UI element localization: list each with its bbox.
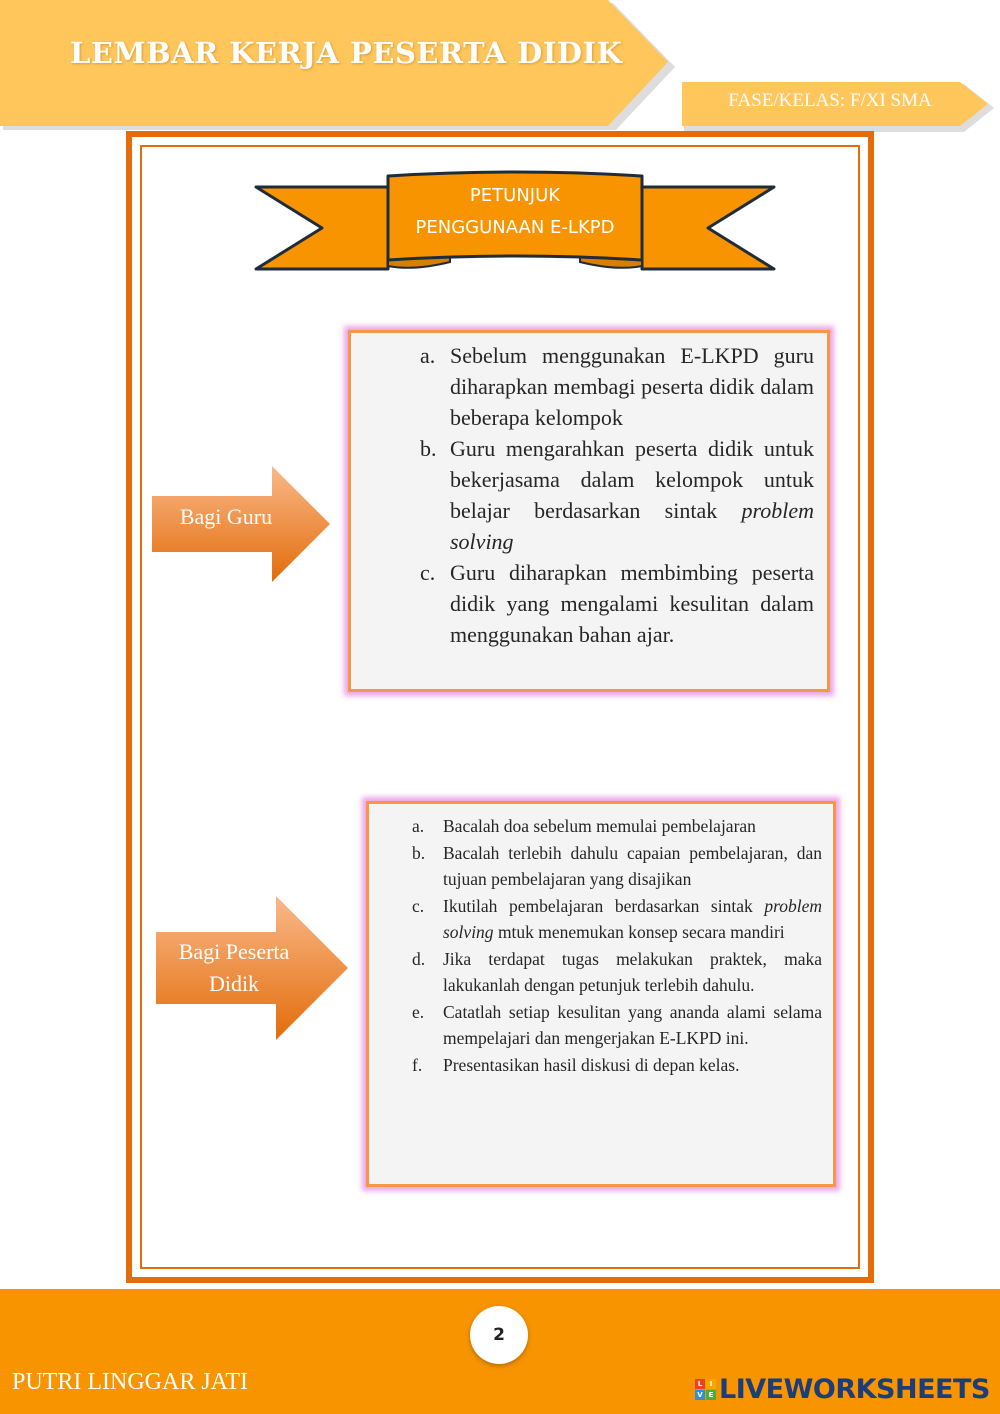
logo-letter: L [695, 1379, 705, 1389]
list-item [420, 340, 814, 433]
list-marker: a. [412, 816, 425, 836]
bagi-guru-label: Bagi Guru [179, 504, 273, 529]
guru-instructions-list [420, 340, 814, 650]
logo-letter: V [695, 1390, 705, 1400]
list-marker: d. [412, 948, 426, 969]
list-item-text-after: mtuk menemukan konsep secara mandiri [493, 922, 785, 942]
list-item-text: Sebelum menggunakan E-LKPD guru diharapkan membagi peserta didik dalam beberapa kelompok [450, 343, 814, 430]
list-marker: a. [420, 343, 436, 368]
bagi-peserta-didik-label [156, 936, 312, 1000]
label-line-2: Didik [208, 971, 260, 996]
liveworksheets-logo[interactable] [695, 1372, 990, 1406]
list-item-text: Jika terdapat tugas melakukan praktek, maka lakukanlah dengan petunjuk terlebih dahulu. [443, 948, 822, 995]
author-name: PUTRI LINGGAR JATI [12, 1369, 248, 1395]
list-item [412, 1052, 822, 1079]
liveworksheets-logo-text: LIVEWORKSHEETS [719, 1373, 990, 1405]
label-line-1: Bagi Peserta [178, 939, 290, 964]
list-marker: f. [412, 1054, 423, 1075]
peserta-didik-instructions-list [412, 813, 822, 1078]
list-marker: b. [412, 842, 426, 863]
banner-line-2: PENGGUNAAN E-LKPD [415, 217, 615, 238]
petunjuk-banner-title [392, 180, 638, 244]
logo-letter: I [706, 1379, 716, 1389]
list-item [412, 893, 822, 946]
banner-line-1: PETUNJUK [469, 185, 561, 206]
list-item-text [443, 893, 822, 946]
list-item-text: Bacalah terlebih dahulu capaian pembelajaran, dan tujuan pembelajaran yang disajikan [443, 842, 822, 889]
list-item [420, 433, 814, 557]
list-marker: e. [412, 1001, 425, 1022]
list-marker: b. [420, 436, 437, 461]
list-item-text-main: Ikutilah pembelajaran berdasarkan sintak [443, 895, 765, 916]
list-marker: c. [412, 895, 425, 916]
page-number-badge: 2 [470, 1306, 528, 1364]
list-item [412, 946, 822, 999]
list-item-text-italic: problem solving [443, 895, 822, 942]
logo-letter: E [706, 1390, 716, 1400]
list-item [412, 840, 822, 893]
fase-kelas-label: FASE/KELAS: F/XI SMA [728, 90, 932, 111]
list-item-text-main: Guru mengarahkan peserta didik untuk bekerjasama dalam kelompok untuk belajar berdasarkan sintak [450, 436, 814, 523]
list-item-text: Bacalah doa sebelum memulai pembelajaran [443, 816, 756, 836]
list-item-text [450, 433, 814, 557]
document-title: LEMBAR KERJA PESERTA DIDIK [70, 36, 623, 70]
list-item [412, 813, 822, 840]
list-item [412, 999, 822, 1052]
list-item-text: Catatlah setiap kesulitan yang ananda alami selama mempelajari dan mengerjakan E-LKPD ini. [443, 1001, 822, 1048]
list-item-text: Guru diharapkan membimbing peserta didik yang mengalami kesulitan dalam menggunakan bahan ajar. [450, 560, 814, 647]
list-item-text: Presentasikan hasil diskusi di depan kelas. [443, 1054, 740, 1075]
list-item [420, 557, 814, 650]
liveworksheets-logo-icon [695, 1379, 716, 1400]
list-item-text-italic: problem solving [450, 498, 814, 554]
list-marker: c. [420, 560, 436, 585]
